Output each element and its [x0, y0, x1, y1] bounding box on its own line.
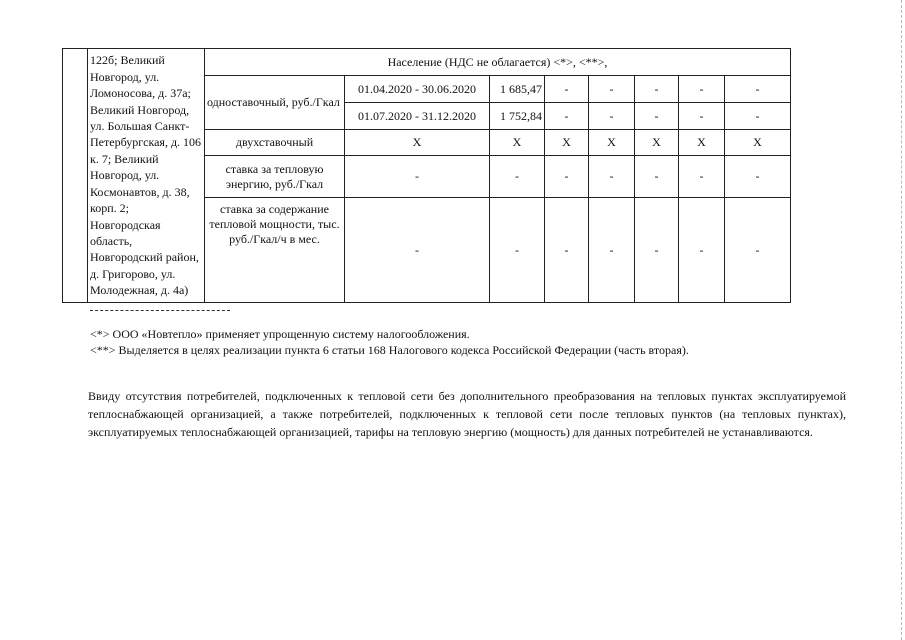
table-cell: -	[345, 156, 490, 198]
table-cell: -	[545, 76, 589, 103]
table-cell: -	[545, 156, 589, 198]
table-cell: X	[490, 130, 545, 156]
period-cell: 01.07.2020 - 31.12.2020	[345, 103, 490, 130]
table-cell: -	[589, 103, 635, 130]
single-rate-label: одноставочный, руб./Гкал	[205, 76, 345, 130]
page-edge-line	[901, 0, 902, 640]
table-cell: X	[589, 130, 635, 156]
table-cell: -	[545, 103, 589, 130]
table-cell: X	[545, 130, 589, 156]
table-cell: -	[635, 198, 679, 303]
population-header: Население (НДС не облагается) <*>, <**>,	[205, 49, 791, 76]
tariff-table	[62, 48, 791, 303]
tariff-value-cell: 1 752,84	[490, 103, 545, 130]
table-cell: -	[589, 156, 635, 198]
table-cell: -	[589, 76, 635, 103]
table-cell: -	[725, 198, 791, 303]
two-rate-label: двухставочный	[205, 130, 345, 156]
table-cell: -	[490, 198, 545, 303]
table-cell: -	[679, 156, 725, 198]
table-cell: -	[345, 198, 490, 303]
address-cell: 122б; Великий Новгород, ул. Ломоносова, д. 37а; Великий Новгород, ул. Большая Санкт-Петербургская, д. 106 к. 7; Великий Новгород, ул. Космонавтов, д. 38, корп. 2; Новгородская область, Новгородский район, д. Григорово, ул. Молодежная, д. 4а)	[88, 49, 205, 303]
table-cell: X	[725, 130, 791, 156]
blank-index-cell	[63, 49, 88, 303]
table-cell: -	[545, 198, 589, 303]
body-paragraph: Ввиду отсутствия потребителей, подключенных к тепловой сети без дополнительного преобразования на тепловых пунктах эксплуатируемой теплоснабжающей организацией, а также потребителей, подключенных к тепловой сети после тепловых пунктов (на тепловых пунктах), эксплуатируемых теплоснабжающей организацией, тарифы на тепловую энергию (мощность) для данных потребителей не устанавливаются.	[88, 389, 846, 439]
table-cell: X	[679, 130, 725, 156]
capacity-rate-label: ставка за содержание тепловой мощности, тыс. руб./Гкал/ч в мес.	[205, 198, 345, 303]
table-cell: X	[345, 130, 490, 156]
tariff-value-cell: 1 685,47	[490, 76, 545, 103]
table-cell: X	[635, 130, 679, 156]
table-cell: -	[725, 103, 791, 130]
table-cell: -	[635, 103, 679, 130]
footnote-2: <**> Выделяется в целях реализации пункта 6 статьи 168 Налогового кодекса Российской Федерации (часть вторая).	[90, 343, 689, 357]
table-cell: -	[679, 103, 725, 130]
footnote-separator	[90, 310, 230, 311]
table-cell: -	[589, 198, 635, 303]
table-cell: -	[635, 76, 679, 103]
footnote-1: <*> ООО «Новтепло» применяет упрощенную систему налогообложения.	[90, 327, 470, 341]
energy-rate-label: ставка за тепловую энергию, руб./Гкал	[205, 156, 345, 198]
table-cell: -	[679, 76, 725, 103]
table-cell: -	[679, 198, 725, 303]
table-cell: -	[635, 156, 679, 198]
table-cell: -	[725, 156, 791, 198]
period-cell: 01.04.2020 - 30.06.2020	[345, 76, 490, 103]
table-cell: -	[490, 156, 545, 198]
table-cell: -	[725, 76, 791, 103]
